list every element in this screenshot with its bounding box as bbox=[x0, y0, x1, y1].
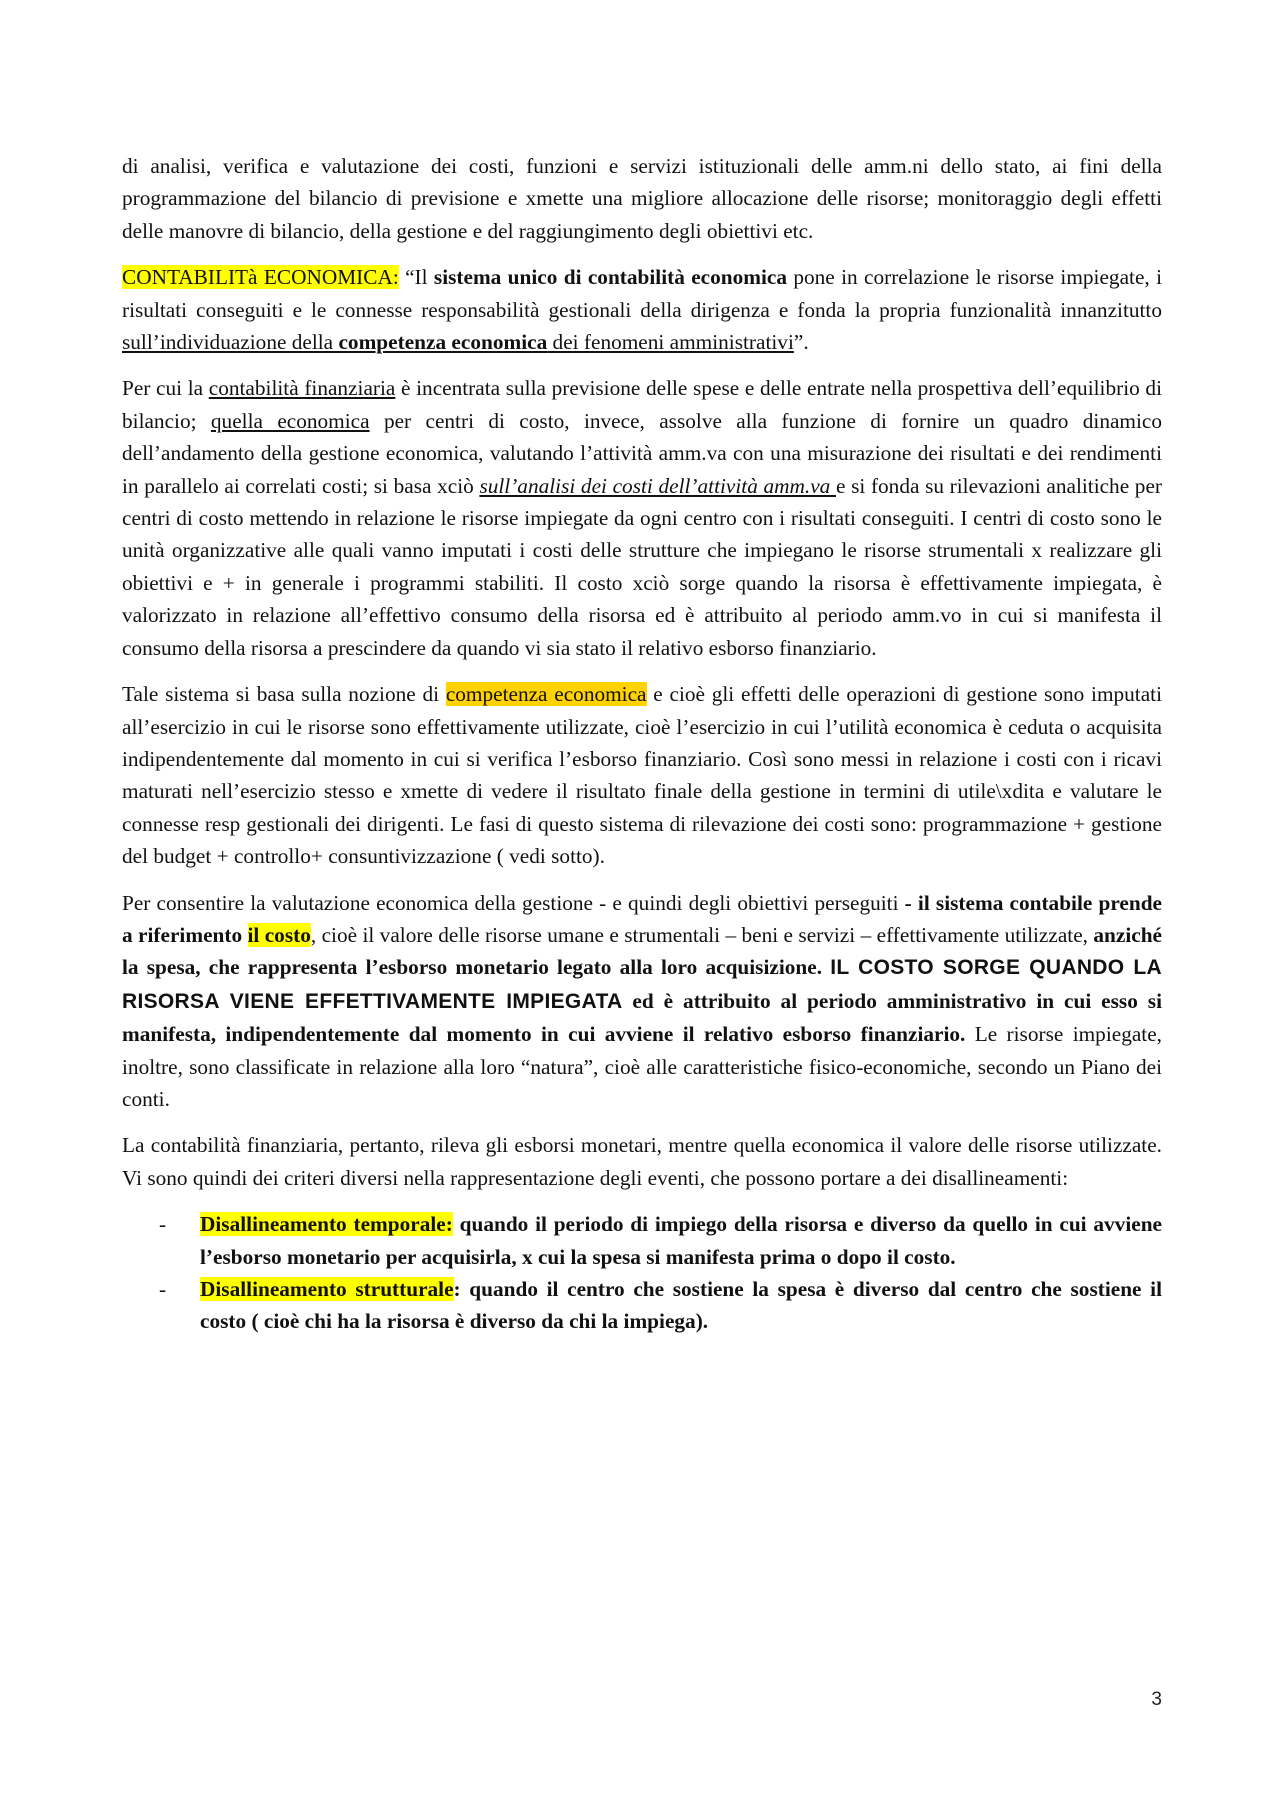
paragraph-contabilita-economica: CONTABILITà ECONOMICA: “Il sistema unico di contabilità economica pone in correlazione le risorse impiegate, i risultati conseguiti e le connesse responsabilità gestionali della dirigenza e fonda la propria funzionalità innanzitutto sull’individuazione della competenza economica dei fenomeni amministrativi”. bbox=[122, 265, 1162, 355]
paragraph-intro: di analisi, verifica e valutazione dei costi, funzioni e servizi istituzionali delle amm.ni dello stato, ai fini della programmazione del bilancio di previsione e xmette una migliore allocazione delle risorse; monitoraggio degli effetti delle manovre di bilancio, della gestione e del raggiungimento degli obiettivi etc. bbox=[122, 154, 1162, 243]
heading-contabilita-economica: CONTABILITà ECONOMICA: bbox=[122, 265, 399, 290]
highlight-il-costo: il costo bbox=[247, 922, 311, 947]
paragraph-competenza-economica: Tale sistema si basa sulla nozione di competenza economica e cioè gli effetti delle operazioni di gestione sono imputati all’esercizio in cui le risorse sono effettivamente utilizzate, cioè l’esercizio in cui l’utilità economica è ceduta o acquisita indipendentemente dal momento in cui si verifica l’esborso finanziario. Così sono messi in relazione i costi con i ricavi maturati nell’esercizio stesso e xmette di vedere il risultato finale della gestione in termini di utile\xdita e valutare le connesse resp gestionali dei dirigenti. Le fasi di questo sistema di rilevazione dei costi sono: programmazione + gestione del budget + controllo+ consuntivizzazione ( vedi sotto). bbox=[122, 682, 1163, 869]
document-body bbox=[122, 150, 1162, 1338]
page-number: 3 bbox=[1151, 1689, 1162, 1710]
list-item-disallineamento-temporale: - Disallineamento temporale: quando il periodo di impiego della risorsa e diverso da quello in cui avviene l’esborso monetario per acquisirla, x cui la spesa si manifesta prima o dopo il costo. bbox=[159, 1212, 1162, 1269]
disallineamenti-list bbox=[122, 1208, 1162, 1338]
highlight-competenza-economica: competenza economica bbox=[445, 682, 647, 707]
paragraph-il-costo: Per consentire la valutazione economica della gestione - e quindi degli obiettivi perseguiti - il sistema contabile prende a riferimento il costo, cioè il valore delle risorse umane e strumentali – beni e servizi – effettivamente utilizzate, anziché la spesa, che rappresenta l’esborso monetario legato alla loro acquisizione. IL COSTO SORGE QUANDO LA RISORSA VIENE EFFETTIVAMENTE IMPIEGATA ed è attribuito al periodo amministrativo in cui esso si manifesta, indipendentemente dal momento in cui avviene il relativo esborso finanziario. Le risorse impiegate, inoltre, sono classificate in relazione alla loro “natura”, cioè alle caratteristiche fisico-economiche, secondo un Piano dei conti. bbox=[122, 890, 1162, 1111]
list-item-disallineamento-strutturale: - Disallineamento strutturale: quando il centro che sostiene la spesa è diverso dal centro che sostiene il costo ( cioè chi ha la risorsa è diverso da chi la impiega). bbox=[159, 1277, 1162, 1334]
paragraph-disallineamenti: La contabilità finanziaria, pertanto, rileva gli esborsi monetari, mentre quella economica il valore delle risorse utilizzate. Vi sono quindi dei criteri diversi nella rappresentazione degli eventi, che possono portare a dei disallineamenti: bbox=[122, 1133, 1162, 1190]
paragraph-finanziaria-vs-economica: Per cui la contabilità finanziaria è incentrata sulla previsione delle spese e delle entrate nella prospettiva dell’equilibrio di bilancio; quella economica per centri di costo, invece, assolve alla funzione di fornire un quadro dinamico dell’andamento della gestione economica, valutando l’attività amm.va con una misurazione dei risultati e dei rendimenti in parallelo ai correlati costi; si basa xciò sull’analisi dei costi dell’attività amm.va e si fonda su rilevazioni analitiche per centri di costo mettendo in relazione le risorse impiegate da ogni centro con i risultati conseguiti. I centri di costo sono le unità organizzative alle quali vanno imputati i costi delle strutture che impiegano le risorse strumentali x realizzare gli obiettivi e + in generale i programmi stabiliti. Il costo xciò sorge quando la risorsa è effettivamente impiegata, è valorizzato in relazione all’effettivo consumo della risorsa ed è attribuito al periodo amm.vo in cui si manifesta il consumo della risorsa a prescindere da quando vi sia stato il relativo esborso finanziario. bbox=[122, 376, 1163, 660]
